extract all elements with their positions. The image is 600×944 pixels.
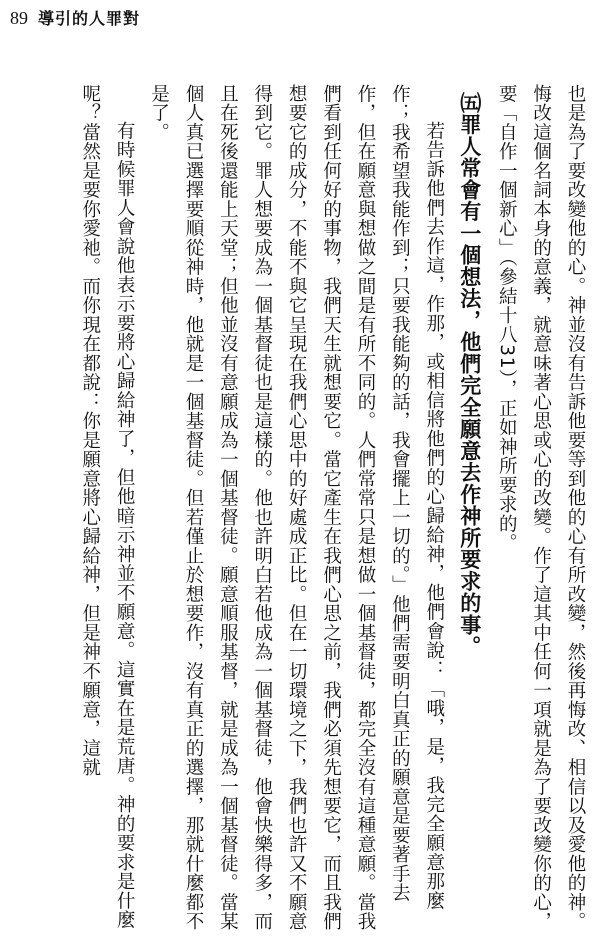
paragraph: 有時候罪人會說他表示要將心歸給神了，但他暗示神並不願意。這實在是荒唐。神的要求是什麼呢？當然是要你愛祂。而你現在都說：你是願意將心歸給神，但是神不願意，這就 (79, 84, 136, 930)
page-header (10, 6, 140, 34)
running-title: 導引的人罪對 (38, 9, 141, 28)
paragraph-continuation: 也是為了要改變他的心。神並沒有告訴他要等到他的心有所改變，然後再悔改、相信以及愛他的神。悔改這個名詞本身的意義，就意味著心思或心的改變。作了這其中任何一項就是為了要改變你的心，要「自作一個新心」（參結十八31），正如神所要求的。 (496, 84, 586, 931)
paragraph: 若告訴他們去作這，作那，或相信將他們的心歸給神，他們會說：「哦，是，我完全願意那麼作；我希望我能作到；只要我能夠的話，我會擺上一切的。」他們需要明白真正的願意是要著手去作，但在願意與想做之間是有所不同的。人們常常只是想做一個基督徒，都完全沒有這種意願。當我們看到任何好的事物，我們天生就想要它。當它產生在我們心思之前，我們必須先想要它，而且我們想要它的成分，不能不與它呈現在我們心思中的好處成正比。但在一切環境之下，我們也許又不願意得到它。罪人想要成為一個基督徒也是這樣的。他也許明白若他成為一個基督徒，他會快樂得多，而且在死後還能上天堂；但他並沒有意願成為一個基督徒。願意順服基督，就是成為一個基督徒。當某個人真已選擇要順從神時，他就是一個基督徒。但若僅止於想要作，沒有真正的選擇，那就什麼都不是了。 (148, 84, 445, 931)
page-number: 89 (10, 8, 28, 28)
vertical-text-body (8, 84, 592, 936)
section-heading: ㈤罪人常會有一個想法，他們完全願意去作神所要求的事。 (457, 92, 482, 658)
